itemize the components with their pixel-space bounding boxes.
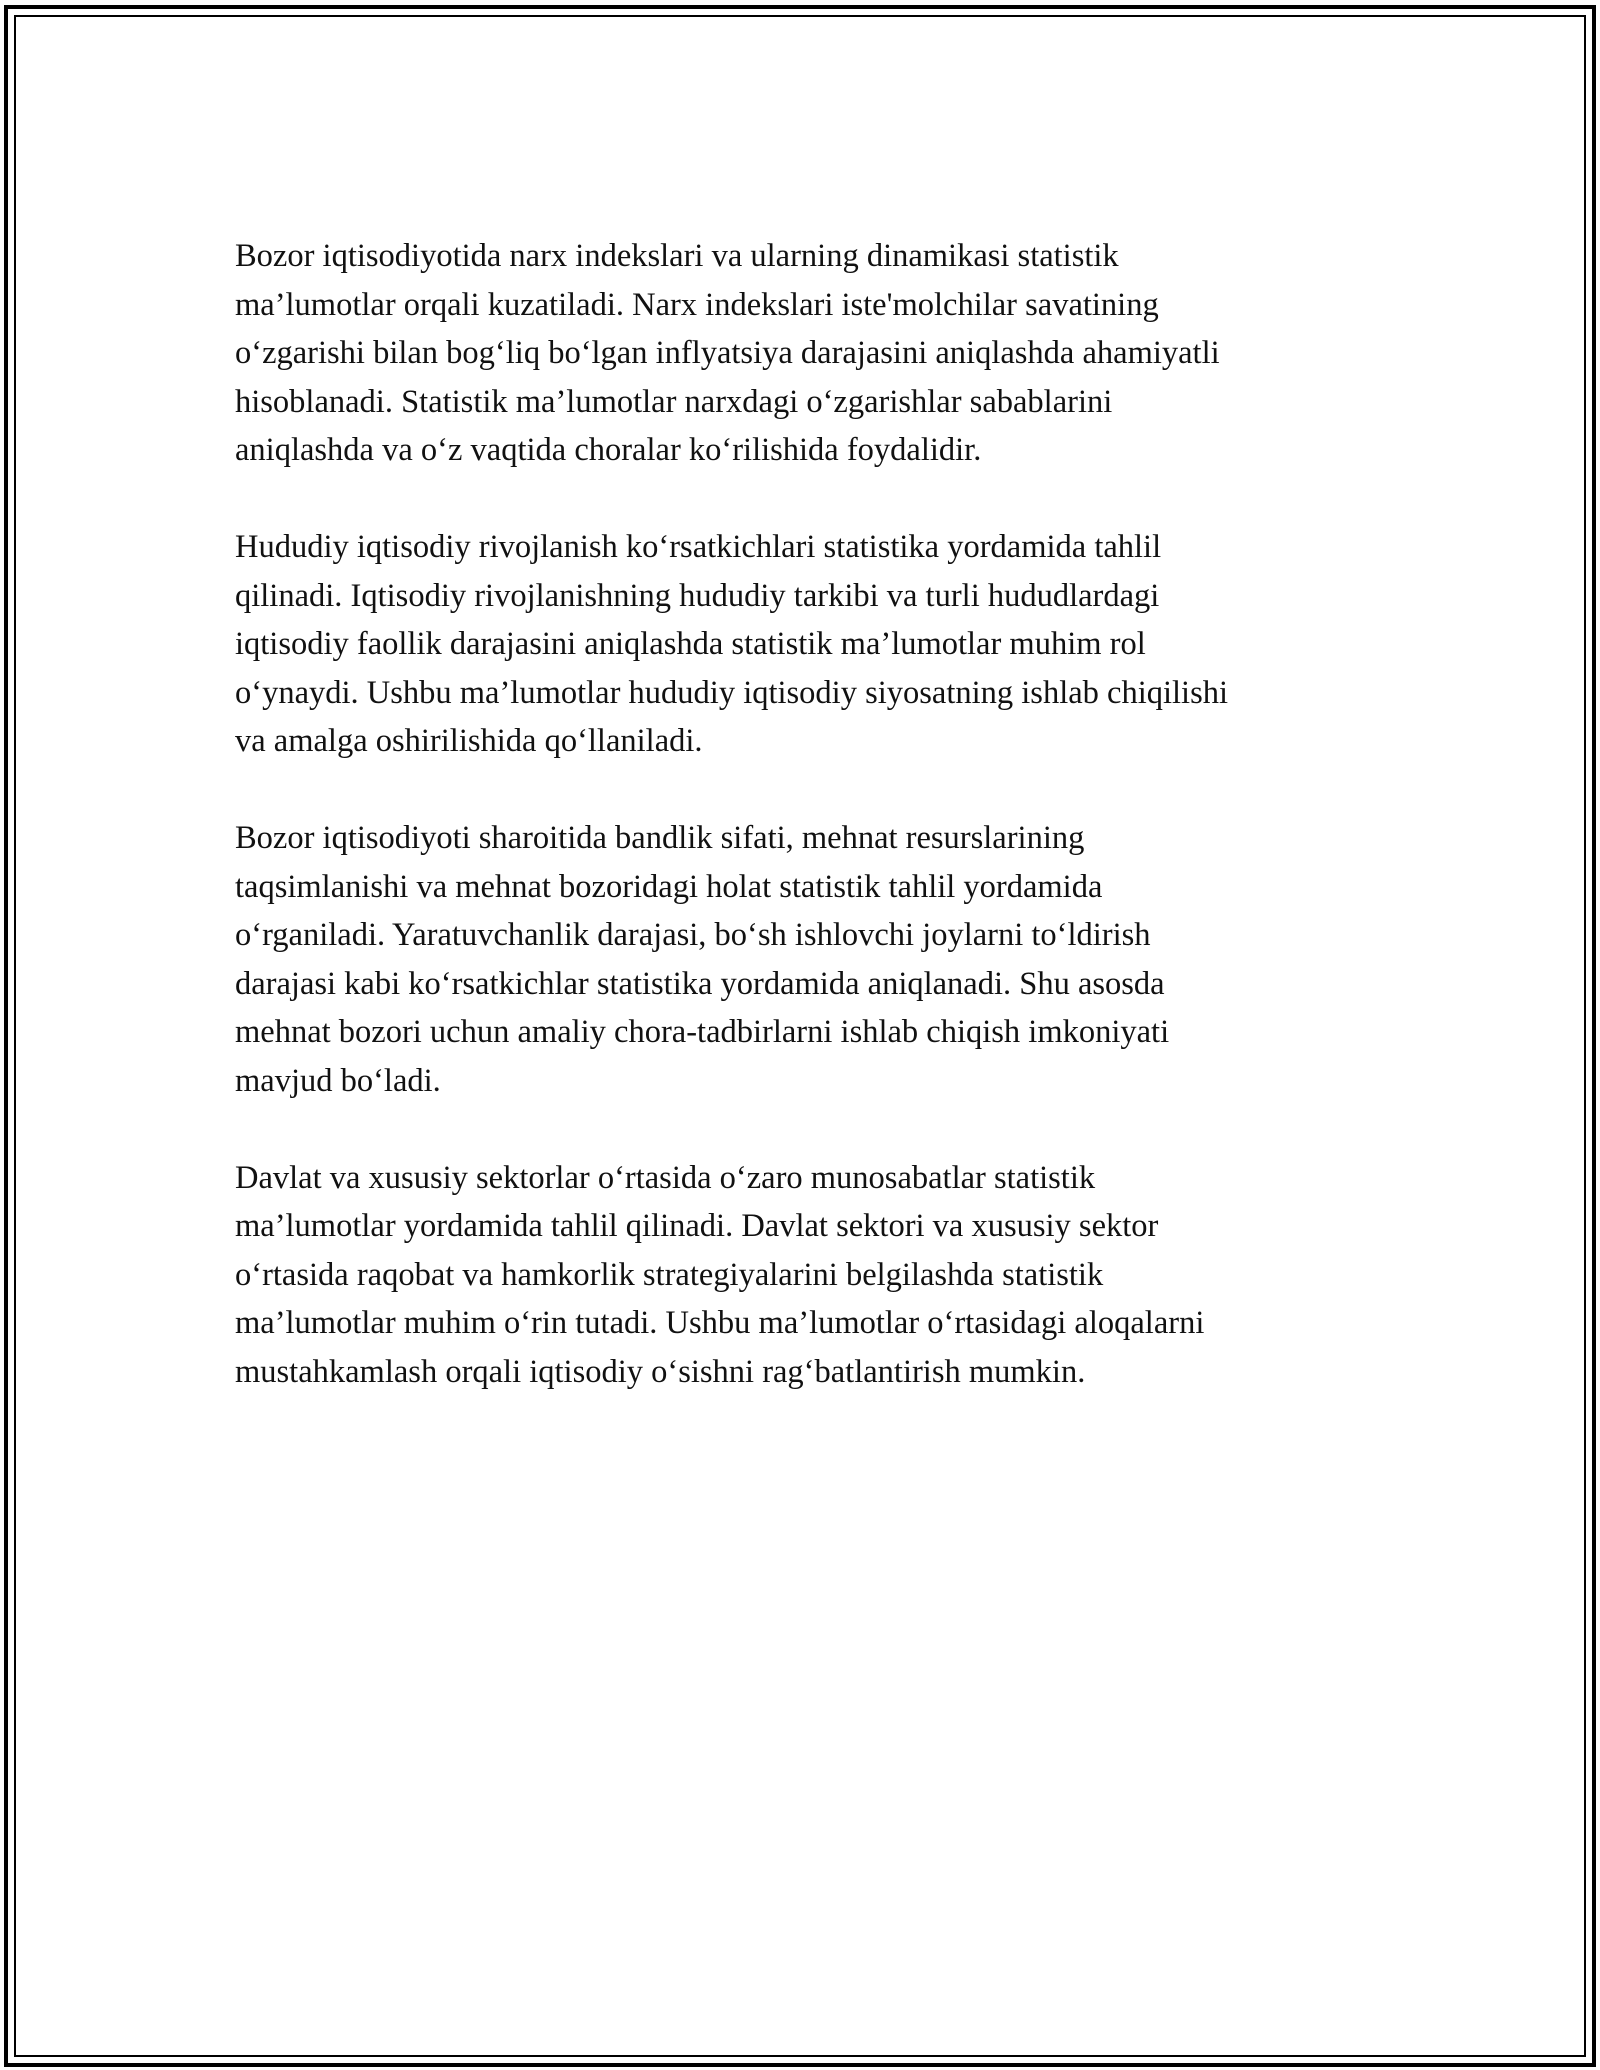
text-line: hisoblanadi. Statistik ma’lumotlar narxdagi o‘zgarishlar sabablarini <box>235 383 1113 420</box>
text-line: va amalga oshirilishida qo‘llaniladi. <box>235 723 703 759</box>
text-line: ma’lumotlar yordamida tahlil qilinadi. Davlat sektori va xususiy sektor <box>235 1208 1159 1244</box>
paragraph-price-indices <box>235 232 1365 475</box>
text-line: ma’lumotlar orqali kuzatiladi. Narx indekslari iste'molchilar savatining <box>235 286 1159 323</box>
text-line: o‘rganiladi. Yaratuvchanlik darajasi, bo‘sh ishlovchi joylarni to‘ldirish <box>235 917 1151 953</box>
text-line: mustahkamlash orqali iqtisodiy o‘sishni rag‘batlantirish mumkin. <box>235 1353 1086 1390</box>
text-line: Hududiy iqtisodiy rivojlanish ko‘rsatkichlari statistika yordamida tahlil <box>235 529 1162 565</box>
text-line: aniqlashda va o‘z vaqtida choralar ko‘rilishida foydalidir. <box>235 432 982 468</box>
text-line: o‘zgarishi bilan bog‘liq bo‘lgan inflyatsiya darajasini aniqlashda ahamiyatli <box>235 335 1220 371</box>
document-body <box>235 232 1365 1445</box>
text-line: mehnat bozori uchun amaliy chora-tadbirlarni ishlab chiqish imkoniyati <box>235 1014 1170 1050</box>
paragraph-labor-market <box>235 814 1365 1105</box>
text-line: o‘rtasida raqobat va hamkorlik strategiyalarini belgilashda statistik <box>235 1256 1104 1293</box>
text-line: Bozor iqtisodiyotida narx indekslari va ularning dinamikasi statistik <box>235 238 1119 274</box>
text-line: Bozor iqtisodiyoti sharoitida bandlik sifati, mehnat resurslarining <box>235 820 1085 856</box>
text-line: darajasi kabi ko‘rsatkichlar statistika yordamida aniqlanadi. Shu asosda <box>235 965 1165 1002</box>
text-line: ma’lumotlar muhim o‘rin tutadi. Ushbu ma’lumotlar o‘rtasidagi aloqalarni <box>235 1305 1205 1341</box>
text-line: mavjud bo‘ladi. <box>235 1062 441 1099</box>
text-line: taqsimlanishi va mehnat bozoridagi holat statistik tahlil yordamida <box>235 868 1103 905</box>
paragraph-regional-development <box>235 523 1365 766</box>
text-line: iqtisodiy faollik darajasini aniqlashda statistik ma’lumotlar muhim rol <box>235 626 1146 662</box>
text-line: o‘ynaydi. Ushbu ma’lumotlar hududiy iqtisodiy siyosatning ishlab chiqilishi <box>235 674 1228 711</box>
paragraph-public-private-sectors <box>235 1154 1365 1397</box>
text-line: Davlat va xususiy sektorlar o‘rtasida o‘zaro munosabatlar statistik <box>235 1159 1096 1196</box>
text-line: qilinadi. Iqtisodiy rivojlanishning hududiy tarkibi va turli hududlardagi <box>235 577 1160 614</box>
